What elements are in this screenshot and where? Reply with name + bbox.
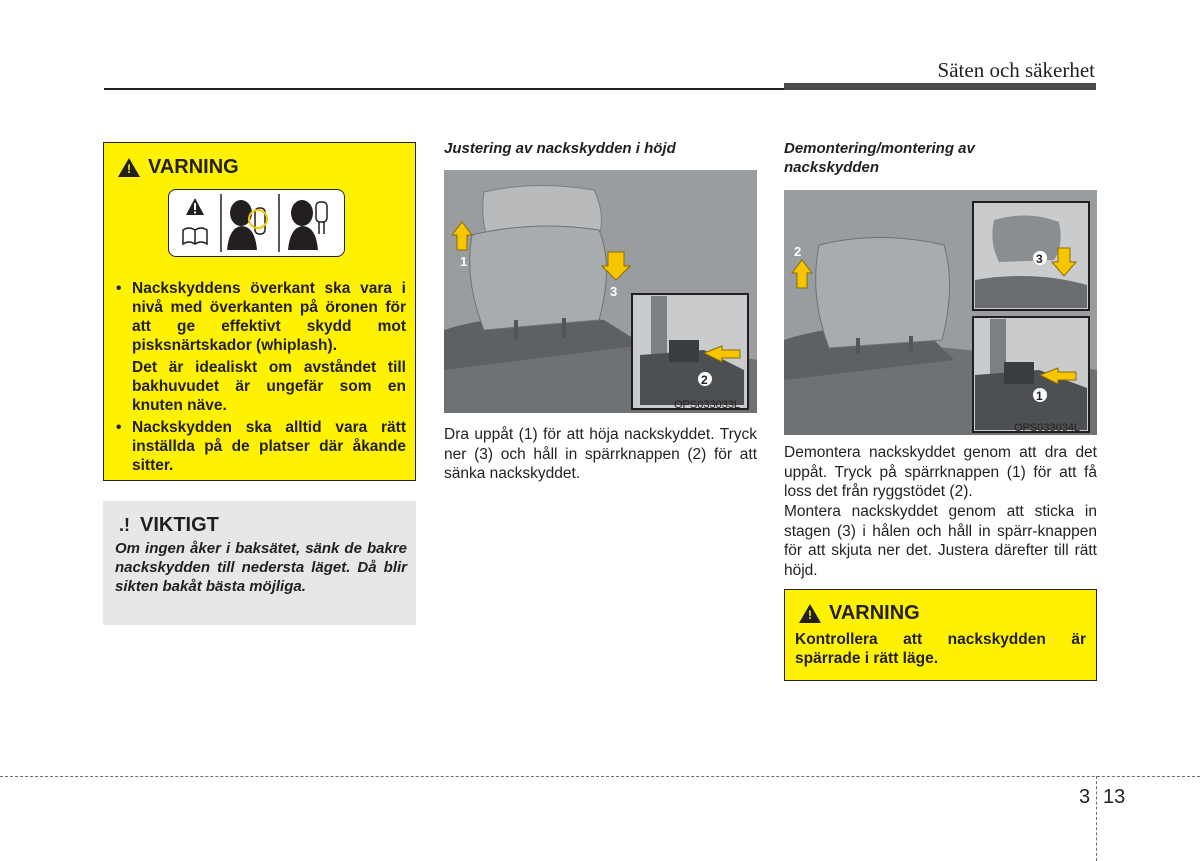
page-header-title: Säten och säkerhet xyxy=(937,58,1095,82)
warning-right-title xyxy=(799,602,920,625)
important-text: Om ingen åker i baksätet, sänk de bakre nackskydden till nedersta läget. Då blir sikten bakåt bästa möjliga. xyxy=(115,540,407,595)
right-para-1: Demontera nackskyddet genom att dra det uppåt. Tryck på spärrknappen (1) för att få loss det från ryggstödet (2). xyxy=(784,444,1097,500)
warning-title xyxy=(118,156,239,179)
safety-pictogram xyxy=(168,189,345,257)
callout-3-label: 3 xyxy=(1036,252,1043,266)
warning-box xyxy=(103,142,416,481)
footer-dashed-divider xyxy=(1096,776,1097,861)
manual-headrest-icon xyxy=(169,190,344,256)
warning-bullet: • Nackskydden ska alltid vara rätt inställda på de platser där åkande sitter. xyxy=(114,418,406,475)
warning-box-right xyxy=(784,589,1097,681)
headrest-photo-illustration xyxy=(444,170,757,413)
callout-2-label: 2 xyxy=(701,373,708,387)
section-number: 3 xyxy=(1079,786,1091,808)
warning-triangle-icon xyxy=(799,604,821,623)
callout-2-label: 2 xyxy=(794,244,802,259)
header-rule xyxy=(104,88,784,90)
important-exclamation-icon: .! xyxy=(119,515,130,535)
important-box xyxy=(103,501,416,625)
footer-dashed-rule xyxy=(0,776,1200,777)
callout-3-label: 3 xyxy=(610,284,618,299)
middle-heading: Justering av nackskydden i höjd xyxy=(444,140,676,157)
important-title xyxy=(119,514,219,537)
warning-bullet-continuation: Det är idealiskt om avståndet till bakhuvudet är ungefär som en knuten näve. xyxy=(132,359,406,414)
warning-triangle-icon xyxy=(118,158,140,177)
callout-1-label: 1 xyxy=(460,254,468,269)
warning-list xyxy=(114,279,406,475)
right-heading: Demontering/montering av nackskydden xyxy=(784,140,975,176)
important-title-text: VIKTIGT xyxy=(140,514,219,536)
warning-bullet: • Nackskyddens överkant ska vara i nivå med överkanten på öronen för att ge effektivt skydd mot pisksnärtskador (whiplash). xyxy=(114,279,406,355)
warning-right-text: Kontrollera att nackskydden är spärrade i rätt läge. xyxy=(795,631,1086,667)
middle-body-text: Dra uppåt (1) för att höja nackskyddet. Tryck ner (3) och håll in spärrknappen (2) för att sänka nackskyddet. xyxy=(444,426,757,482)
headrest-height-photo xyxy=(444,170,757,413)
headrest-removal-photo xyxy=(784,190,1097,435)
warning-title-text: VARNING xyxy=(148,156,239,178)
page-number: 13 xyxy=(1103,786,1126,808)
right-image-code: OPS033034L xyxy=(1014,422,1081,434)
callout-1-label: 1 xyxy=(1036,389,1043,403)
headrest-removal-illustration xyxy=(784,190,1097,435)
right-para-2: Montera nackskyddet genom att sticka in stagen (3) i hålen och håll in spärr-knappen för att skjuta ner det. Justera därefter till rätt höjd. xyxy=(784,503,1097,579)
warning-right-title-text: VARNING xyxy=(829,602,920,624)
header-bar xyxy=(784,83,1096,90)
middle-image-code: OPS033033L xyxy=(674,399,741,411)
